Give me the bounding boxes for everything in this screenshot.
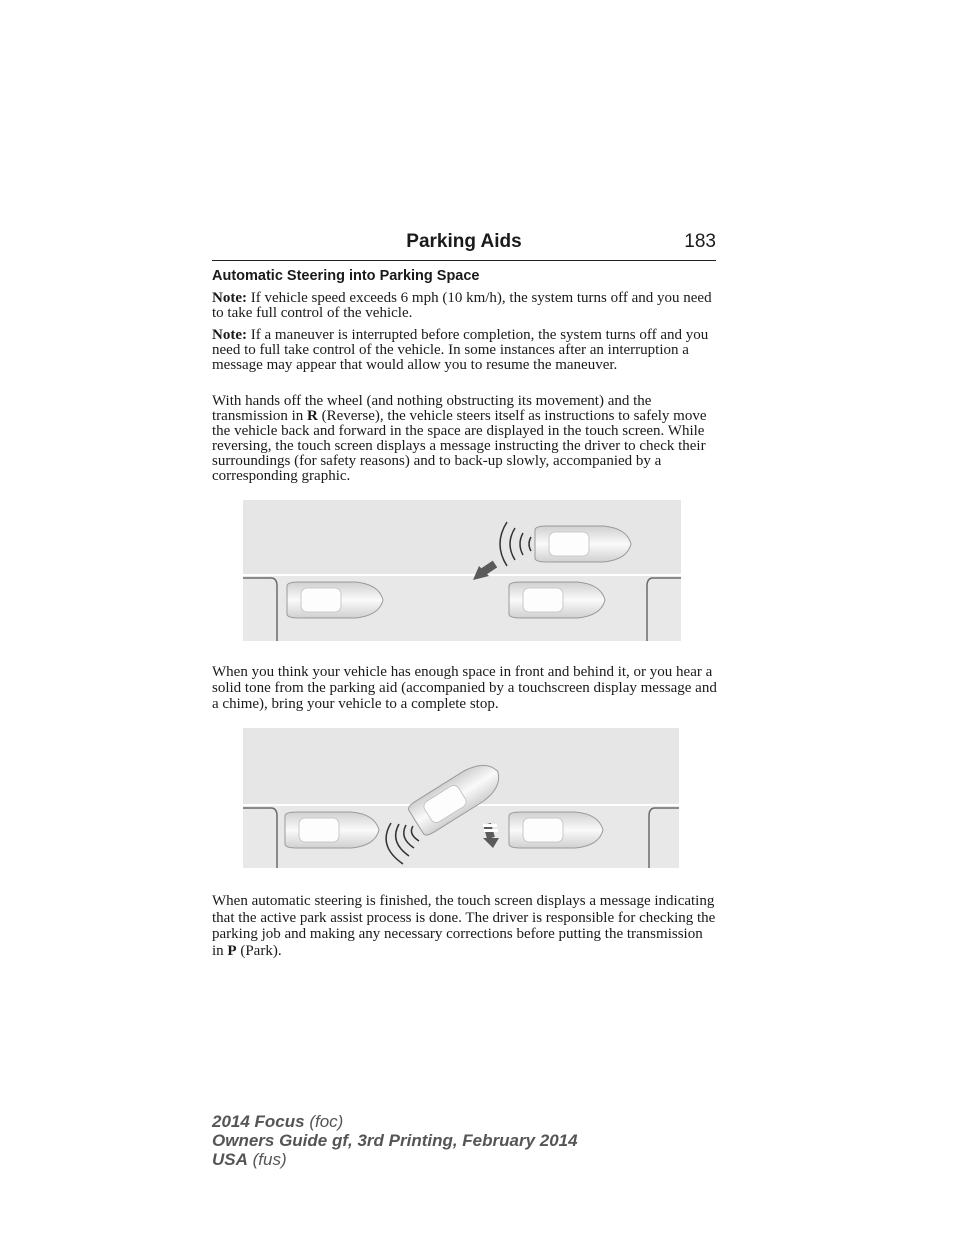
footer-line-edition <box>212 1131 578 1150</box>
figure-reverse-into-space <box>243 500 681 641</box>
note-text: If a maneuver is interrupted before completion, the system turns off and you need to full take control of the vehicle. In some instances after an interruption a message may appear that would allow you to resume the maneuver. <box>212 327 709 373</box>
body-paragraph-1 <box>212 394 718 484</box>
body-paragraph-2: When you think your vehicle has enough space in front and behind it, or you hear a solid tone from the parking aid (accompanied by a touchscreen display message and a chime), bring your vehicle to a complete stop. <box>212 664 717 712</box>
note-paragraph-1 <box>212 291 718 321</box>
gear-label-park: P <box>227 942 237 959</box>
curb-left <box>243 808 277 868</box>
body-text: When automatic steering is finished, the touch screen displays a message indicating that the active park assist process is done. The driver is responsible for checking the parking job and making any necessary corrections before putting the transmission in <box>212 893 716 959</box>
page-title: Parking Aids <box>406 231 522 252</box>
footer-model: 2014 Focus <box>212 1112 305 1131</box>
note-paragraph-2 <box>212 328 718 373</box>
footer-model-code: (foc) <box>304 1112 344 1131</box>
footer-market-code: (fus) <box>247 1150 287 1169</box>
body-text: (Park). <box>236 942 282 959</box>
curb-right <box>649 808 679 868</box>
parking-diagram-2 <box>243 728 679 868</box>
footer-edition: Owners Guide gf, 3rd Printing, February 2014 <box>212 1131 578 1150</box>
curb-right <box>647 578 681 641</box>
sensor-waves-icon <box>386 823 419 864</box>
parked-car-front <box>287 582 383 618</box>
page-footer <box>212 1112 578 1169</box>
parked-car-rear <box>509 582 605 618</box>
footer-line-model <box>212 1112 578 1131</box>
curb-left <box>243 578 277 641</box>
parked-car-rear <box>509 812 603 848</box>
figure-vehicle-stop <box>243 728 679 868</box>
note-text: If vehicle speed exceeds 6 mph (10 km/h), the system turns off and you need to take full control of the vehicle. <box>212 290 712 321</box>
stop-arrow-icon <box>483 824 499 848</box>
footer-market: USA <box>212 1150 248 1169</box>
body-paragraph-3 <box>212 893 718 959</box>
body-text: (Reverse), the vehicle steers itself as instructions to safely move the vehicle back and forward in the space are displayed in the touch screen. While reversing, the touch screen displays a message instructing the driver to check their surroundings (for safety reasons) and to back-up slowly, accompanied by a corresponding graphic. <box>212 408 707 484</box>
moving-car <box>535 526 631 562</box>
section-heading: Automatic Steering into Parking Space <box>212 268 480 284</box>
note-label: Note: <box>212 327 247 343</box>
parked-car-front <box>285 812 379 848</box>
page-number: 183 <box>684 231 716 252</box>
page-header <box>212 230 716 261</box>
gear-label-reverse: R <box>307 408 318 424</box>
parking-diagram-1 <box>243 500 681 641</box>
body-text: With hands off the wheel (and nothing obstructing its movement) and the transmission in <box>212 393 652 424</box>
footer-line-market <box>212 1150 578 1169</box>
note-label: Note: <box>212 290 247 306</box>
